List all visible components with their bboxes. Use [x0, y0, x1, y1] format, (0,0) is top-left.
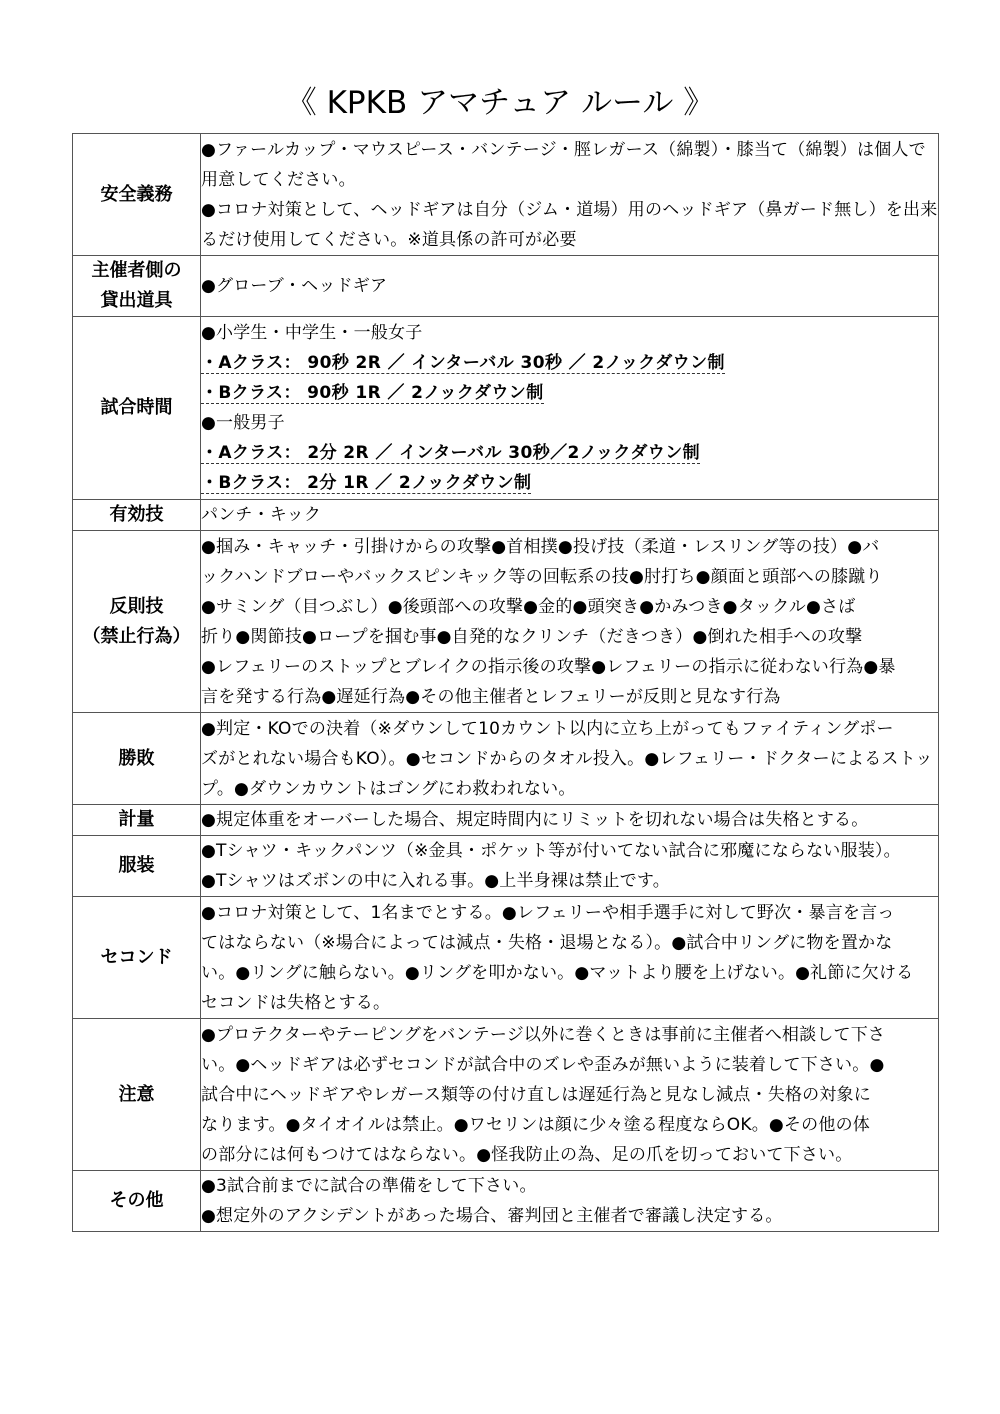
- label-line: （禁止行為）: [82, 625, 191, 647]
- class-b-rule: ・Bクラス： 2分 1R ／ 2ノックダウン制: [201, 473, 532, 493]
- row-label: [73, 256, 201, 317]
- content-line: ●ファールカップ・マウスピース・バンテージ・脛レガース（綿製）・膝当て（綿製）は個人で: [201, 139, 926, 160]
- content-line: プ。●ダウンカウントはゴングにわ救われない。: [201, 778, 576, 799]
- row-content: [201, 317, 939, 500]
- rules-table: [72, 133, 939, 1232]
- rule-row-fouls: [73, 531, 939, 713]
- content-line: ●レフェリーのストップとブレイクの指示後の攻撃●レフェリーの指示に従わない行為●暴: [201, 656, 896, 677]
- rule-row-second: [73, 897, 939, 1019]
- rule-row-weigh-in: [73, 805, 939, 836]
- row-label: その他: [73, 1171, 201, 1232]
- rule-row-valid-techniques: [73, 500, 939, 531]
- content-line: ックハンドブローやバックスピンキック等の回転系の技●肘打ち●顔面と頭部への膝蹴り: [201, 566, 883, 587]
- content-line: [201, 378, 938, 408]
- content-line: ●規定体重をオーバーした場合、規定時間内にリミットを切れない場合は失格とする。: [201, 810, 869, 830]
- content-line: い。●リングに触らない。●リングを叩かない。●マットより腰を上げない。●礼節に欠ける: [201, 962, 914, 983]
- rule-row-match-time: [73, 317, 939, 500]
- rule-row-rental: [73, 256, 939, 317]
- content-line: の部分には何もつけてはならない。●怪我防止の為、足の爪を切っておいて下さい。: [201, 1144, 853, 1165]
- content-line: パンチ・キック: [201, 505, 322, 525]
- row-content: [201, 500, 939, 531]
- rule-row-caution: [73, 1019, 939, 1171]
- label-line: 主催者側の: [91, 260, 182, 281]
- content-line: ●想定外のアクシデントがあった場合、審判団と主催者で審議し決定する。: [201, 1206, 783, 1226]
- row-content: [201, 836, 939, 897]
- row-label: [73, 531, 201, 713]
- row-content: [201, 531, 939, 713]
- content-line: ●Tシャツ・キックパンツ（※金具・ポケット等が付いてない試合に邪魔にならない服装）。: [201, 841, 901, 861]
- class-a-rule: ・Aクラス： 2分 2R ／ インターバル 30秒／2ノックダウン制: [201, 443, 701, 463]
- rule-row-other: [73, 1171, 939, 1232]
- content-line: 試合中にヘッドギアやレガース類等の付け直しは遅延行為と見なし減点・失格の対象に: [201, 1084, 871, 1105]
- label-line: 貸出道具: [100, 290, 173, 311]
- content-line: ●グローブ・ヘッドギア: [201, 276, 388, 296]
- row-label: 服装: [73, 836, 201, 897]
- content-line: 折り●関節技●ロープを掴む事●自発的なクリンチ（だきつき）●倒れた相手への攻撃: [201, 626, 863, 647]
- content-line: ●サミング（目つぶし）●後頭部への攻撃●金的●頭突き●かみつき●タックル●さば: [201, 596, 856, 617]
- row-content: [201, 713, 939, 805]
- content-line: てはならない（※場合によっては減点・失格・退場となる）。●試合中リングに物を置かな: [201, 932, 893, 953]
- content-line: ●小学生・中学生・一般女子: [201, 323, 423, 343]
- content-line: ●コロナ対策として、1名までとする。●レフェリーや相手選手に対して野次・暴言を言っ: [201, 902, 895, 923]
- content-line: ●プロテクターやテーピングをバンテージ以外に巻くときは事前に主催者へ相談して下さ: [201, 1024, 886, 1045]
- rule-row-safety: [73, 134, 939, 256]
- row-label: セコンド: [73, 897, 201, 1019]
- row-label: 有効技: [73, 500, 201, 531]
- content-line: [201, 348, 938, 378]
- page-title: 《 KPKB アマチュア ルール 》: [285, 85, 715, 121]
- content-line: ●掴み・キャッチ・引掛けからの攻撃●首相撲●投げ技（柔道・レスリング等の技）●バ: [201, 536, 880, 557]
- row-content: [201, 134, 939, 256]
- row-content: [201, 256, 939, 317]
- content-line: [201, 468, 938, 498]
- row-label: 勝敗: [73, 713, 201, 805]
- rule-row-attire: [73, 836, 939, 897]
- content-line: ●一般男子: [201, 413, 285, 433]
- content-line: [201, 438, 938, 468]
- content-line: なります。●タイオイルは禁止。●ワセリンは顔に少々塗る程度ならOK。●その他の体: [201, 1114, 870, 1135]
- row-content: [201, 805, 939, 836]
- class-a-rule: ・Aクラス： 90秒 2R ／ インターバル 30秒 ／ 2ノックダウン制: [201, 353, 725, 373]
- label-line: 反則技: [109, 595, 164, 617]
- row-content: [201, 1171, 939, 1232]
- class-b-rule: ・Bクラス： 90秒 1R ／ 2ノックダウン制: [201, 383, 544, 403]
- content-line: ●3試合前までに試合の準備をして下さい。: [201, 1176, 537, 1196]
- row-label: 計量: [73, 805, 201, 836]
- content-line: ●判定・KOでの決着（※ダウンして10カウント以内に立ち上がってもファイティングポー: [201, 718, 894, 739]
- content-line: ズがとれない場合もKO）。●セコンドからのタオル投入。●レフェリー・ドクターによるストッ: [201, 748, 933, 769]
- row-label: 試合時間: [73, 317, 201, 500]
- content-line: 言を発する行為●遅延行為●その他主催者とレフェリーが反則と見なす行為: [201, 686, 781, 707]
- content-line: 用意してください。: [201, 169, 356, 190]
- content-line: ●コロナ対策として、ヘッドギアは自分（ジム・道場）用のヘッドギア（鼻ガード無し）を出来: [201, 199, 938, 220]
- row-label: 安全義務: [73, 134, 201, 256]
- content-line: い。●ヘッドギアは必ずセコンドが試合中のズレや歪みが無いように装着して下さい。●: [201, 1054, 885, 1075]
- content-line: るだけ使用してください。※道具係の許可が必要: [201, 229, 577, 250]
- row-label: 注意: [73, 1019, 201, 1171]
- content-line: セコンドは失格とする。: [201, 992, 391, 1013]
- row-content: [201, 897, 939, 1019]
- content-line: ●Tシャツはズボンの中に入れる事。●上半身裸は禁止です。: [201, 871, 670, 891]
- rule-row-decision: [73, 713, 939, 805]
- row-content: [201, 1019, 939, 1171]
